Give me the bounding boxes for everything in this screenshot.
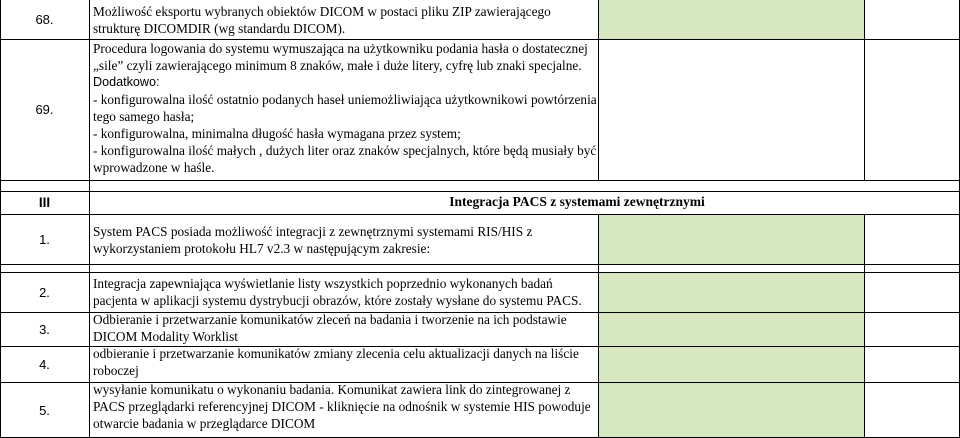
text-line: roboczej — [93, 363, 139, 378]
text-line: Integracja zapewniająca wyświetlanie listy wszystkich poprzednio wykonanych badań — [93, 276, 553, 291]
requirement-text — [93, 223, 532, 257]
text-line: - konfigurowalna ilość małych , dużych liter oraz znaków specjalnych, które będą musiały być — [93, 143, 597, 158]
answer-cell-3 — [598, 312, 864, 346]
row-number: 3. — [39, 321, 50, 337]
grid-line — [598, 214, 599, 438]
text-line: System PACS posiada możliwość integracji z zewnętrznymi systemami RIS/HIS z — [93, 224, 533, 239]
requirement-text — [93, 3, 551, 37]
text-line: tego samego hasła; — [93, 109, 195, 124]
answer-cell-4 — [598, 346, 864, 382]
requirement-text — [93, 345, 579, 379]
text-line: „sile” czyli zawierającego minimum 8 znaków, małe i duże litery, cyfrę lub znaki specjalne. — [93, 58, 582, 73]
grid-line — [0, 214, 960, 215]
row-number: 69. — [35, 102, 54, 117]
requirement-text — [93, 381, 591, 432]
text-line: Dodatkowo: — [93, 75, 160, 89]
text-line: strukturę DICOMDIR (wg standardu DICOM). — [93, 21, 346, 36]
answer-cell-5 — [598, 382, 864, 438]
text-line: Możliwość eksportu wybranych obiektów DICOM w postaci pliku ZIP zawierającego — [93, 4, 551, 19]
grid-line — [0, 191, 960, 192]
grid-line — [598, 0, 599, 180]
requirement-text — [93, 275, 582, 309]
text-line: wykorzystaniem protokołu HL7 v2.3 w następującym zakresie: — [93, 241, 431, 256]
text-line: - konfigurowalna, minimalna długość hasła wymagana przez system; — [93, 126, 461, 141]
text-line: odbieranie i przetwarzanie komunikatów zmiany zlecenia celu aktualizacji danych na liście — [93, 346, 579, 361]
row-number: 68. — [35, 12, 54, 27]
text-line: Odbieranie i przetwarzanie komunikatów zleceń na badania i tworzenie na ich podstawie — [93, 312, 567, 327]
text-line: PACS przeglądarki referencyjnej DICOM - kliknięcie na odnośnik w systemie HIS powoduje — [93, 399, 591, 414]
requirement-text — [93, 311, 567, 345]
text-line: - konfigurowalna ilość ostatnio podanych haseł uniemożliwiająca użytkownikowi powtórzenia — [93, 92, 597, 107]
grid-line — [864, 214, 865, 438]
answer-cell-2 — [598, 272, 864, 312]
grid-line — [0, 272, 960, 273]
row-number: 1. — [39, 231, 50, 247]
grid-line — [89, 0, 90, 438]
row-number: 4. — [39, 356, 50, 372]
row-number: 2. — [39, 284, 50, 300]
text-line: otwarcie badania w przeglądarce DICOM — [93, 416, 316, 431]
text-line: Procedura logowania do systemu wymuszająca na użytkowniku podania hasła o dostatecznej — [93, 41, 588, 56]
text-line: wysyłanie komunikatu o wykonaniu badania. Komunikat zawiera link do zintegrowanej z — [93, 382, 571, 397]
requirement-text — [93, 40, 597, 176]
grid-line — [864, 0, 865, 180]
row-number: 5. — [39, 402, 50, 418]
grid-line — [0, 180, 960, 181]
answer-cell-68 — [598, 0, 864, 39]
section-number: III — [38, 195, 51, 210]
grid-line — [0, 264, 960, 265]
section-title: Integracja PACS z systemami zewnętrznymi — [449, 194, 705, 209]
text-line: wprowadzone w haśle. — [93, 160, 215, 175]
text-line: DICOM Modality Worklist — [93, 329, 238, 344]
text-line: pacjenta w aplikacji systemu dystrybucji obrazów, które zostały wysłane do systemu PACS. — [93, 293, 582, 308]
answer-cell-1 — [598, 214, 864, 264]
